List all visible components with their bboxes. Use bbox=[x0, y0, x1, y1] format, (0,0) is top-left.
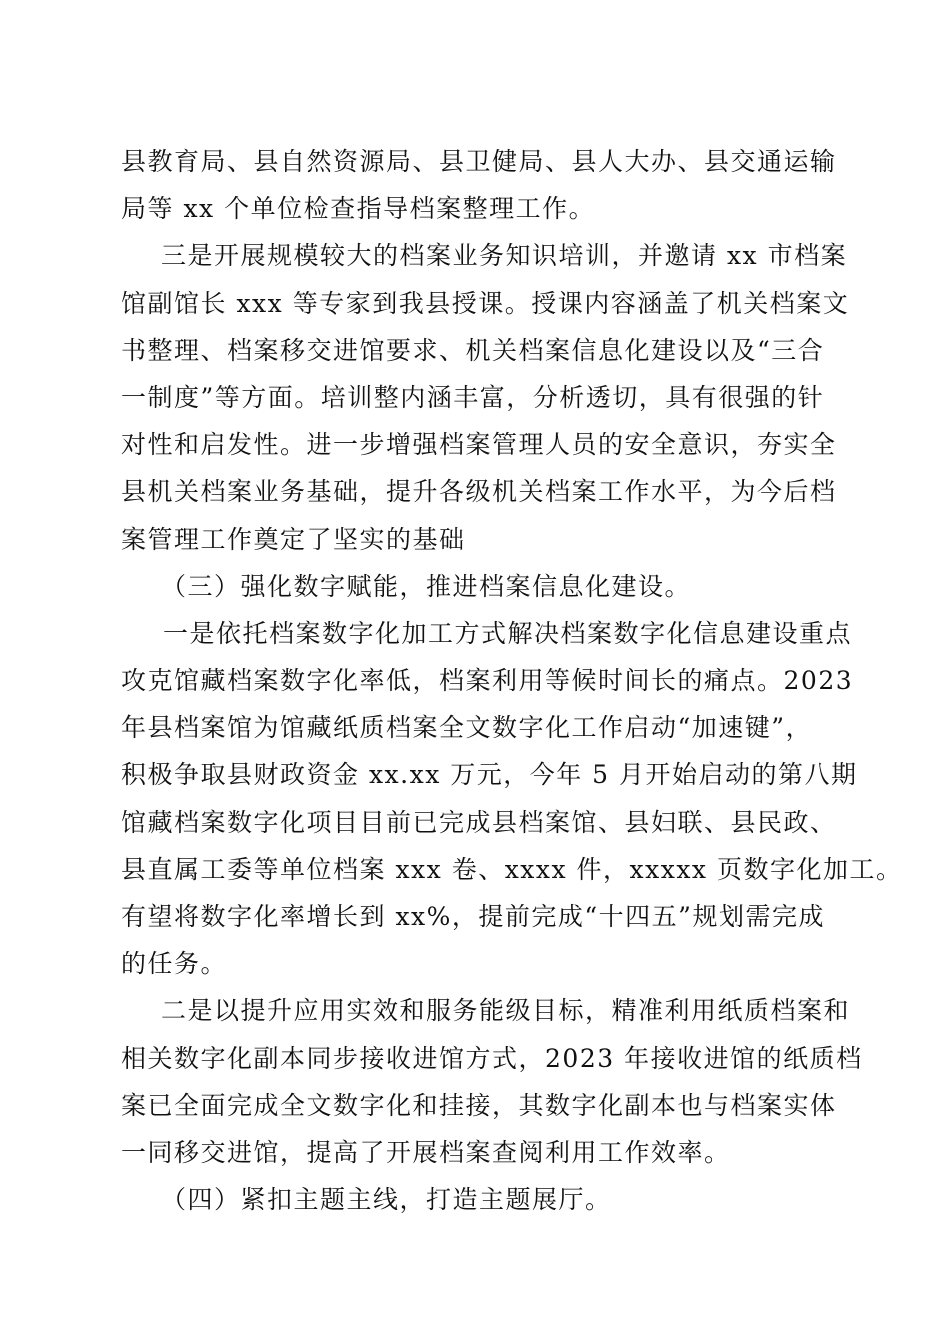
text-line: 的任务。 bbox=[121, 949, 228, 979]
document-body bbox=[121, 138, 903, 1223]
heading-line: （四）紧扣主题主线，打造主题展厅。 bbox=[161, 1185, 612, 1215]
paragraph-training bbox=[121, 232, 850, 562]
text-line: 三是开展规模较大的档案业务知识培训，并邀请 xx 市档案 bbox=[161, 241, 848, 271]
text-line: 县机关档案业务基础，提升各级机关档案工作水平，为今后档 bbox=[121, 477, 837, 507]
text-line: 一是依托档案数字化加工方式解决档案数字化信息建设重点 bbox=[163, 618, 853, 648]
text-line: 二是以提升应用实效和服务能级目标，精准利用纸质档案和 bbox=[161, 996, 851, 1026]
text-line: 有望将数字化率增长到 xx%，提前完成“十四五”规划需完成 bbox=[121, 902, 825, 931]
text-line: 相关数字化副本同步接收进馆方式，2023 年接收进馆的纸质档 bbox=[121, 1043, 863, 1073]
text-line: 馆藏档案数字化项目目前已完成县档案馆、县妇联、县民政、 bbox=[121, 807, 837, 837]
text-line: 县直属工委等单位档案 xxx 卷、xxxx 件，xxxxx 页数字化加工。 bbox=[121, 854, 903, 884]
text-line: 攻克馆藏档案数字化率低，档案利用等候时间长的痛点。2023 bbox=[121, 666, 854, 696]
text-line: 对性和启发性。进一步增强档案管理人员的安全意识，夯实全 bbox=[121, 430, 837, 460]
text-line: 馆副馆长 xxx 等专家到我县授课。授课内容涵盖了机关档案文 bbox=[121, 288, 850, 318]
text-line: 县教育局、县自然资源局、县卫健局、县人大办、县交通运输 bbox=[121, 147, 837, 176]
text-line: 年县档案馆为馆藏纸质档案全文数字化工作启动“加速键”， bbox=[121, 713, 813, 743]
text-line: 案已全面完成全文数字化和挂接，其数字化副本也与档案实体 bbox=[121, 1090, 837, 1120]
text-line: 一同移交进馆，提高了开展档案查阅利用工作效率。 bbox=[121, 1137, 731, 1167]
paragraph-agencies-inspected bbox=[121, 138, 841, 232]
text-line: 案管理工作奠定了坚实的基础 bbox=[121, 524, 466, 554]
section-heading-3 bbox=[121, 563, 841, 610]
paragraph-digitization bbox=[121, 610, 903, 988]
text-line: 局等 xx 个单位检查指导档案整理工作。 bbox=[121, 194, 596, 224]
text-line: 积极争取县财政资金 xx.xx 万元，今年 5 月开始启动的第八期 bbox=[121, 760, 858, 790]
text-line: 书整理、档案移交进馆要求、机关档案信息化建设以及“三合 bbox=[121, 335, 825, 365]
heading-line: （三）强化数字赋能，推进档案信息化建设。 bbox=[161, 571, 692, 601]
paragraph-digital-copies bbox=[121, 987, 863, 1176]
text-line: 一制度”等方面。培训整内涵丰富，分析透切，具有很强的针 bbox=[121, 382, 825, 412]
section-heading-4 bbox=[121, 1176, 841, 1223]
